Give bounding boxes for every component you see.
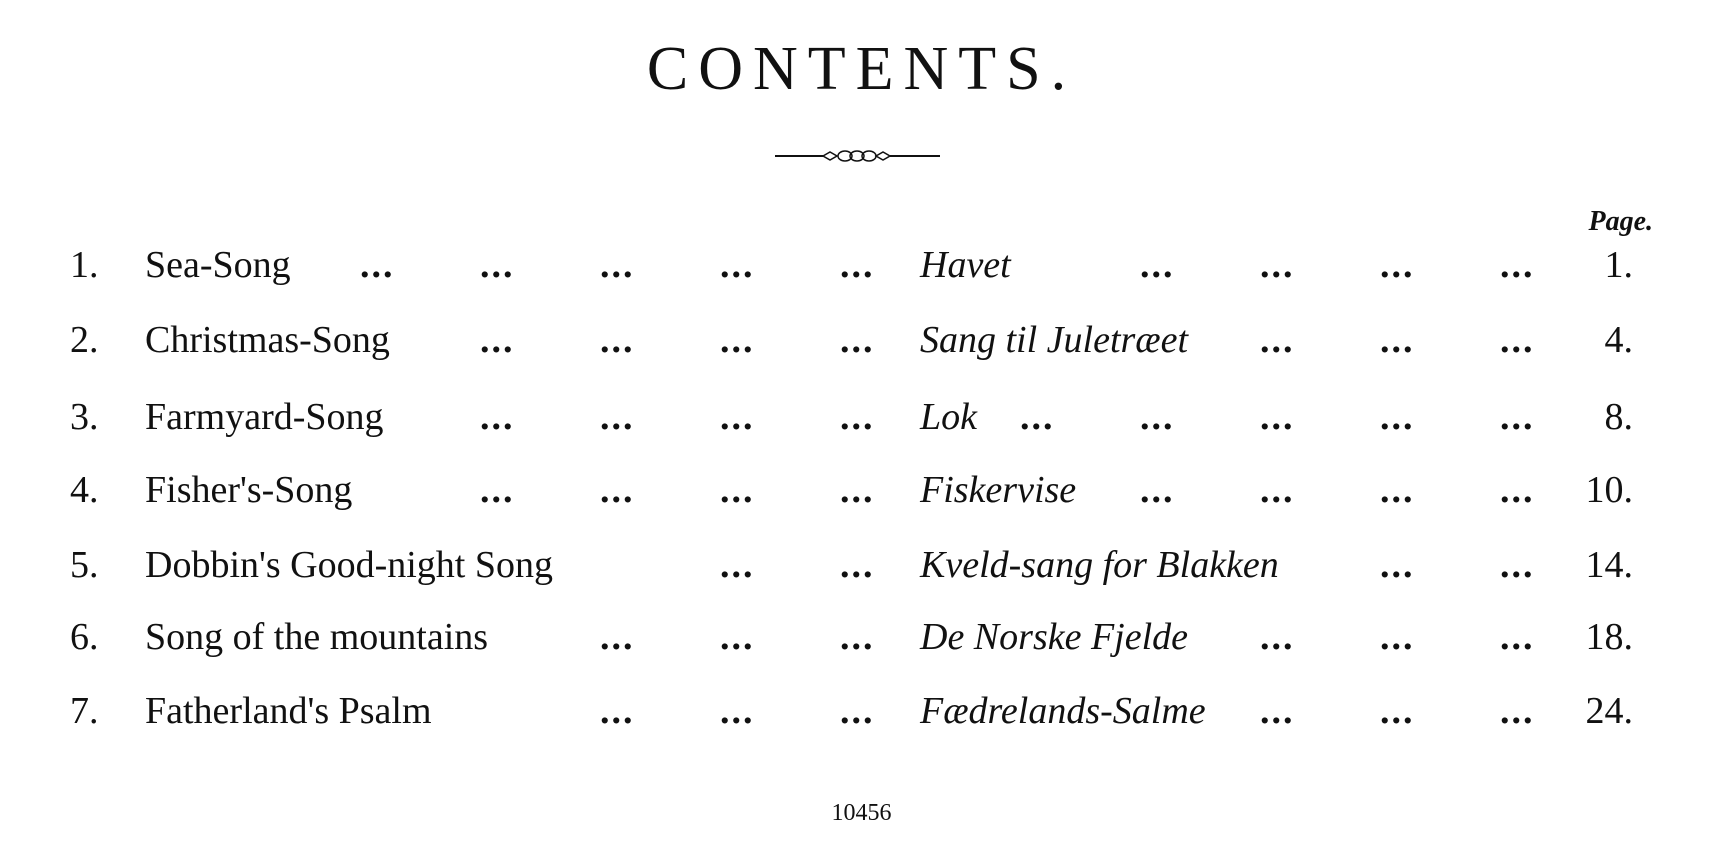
dot-leader: ... — [1380, 690, 1415, 732]
dot-leader: ... — [1260, 319, 1295, 361]
dot-leader: ... — [720, 544, 755, 586]
dot-leader: ... — [1140, 244, 1175, 286]
dot-leader: ... — [600, 244, 635, 286]
dot-leader: ... — [840, 244, 875, 286]
toc-entry — [0, 240, 1723, 290]
dot-leader: ... — [720, 244, 755, 286]
dot-leader: ... — [1380, 319, 1415, 361]
dot-leader: ... — [1500, 319, 1535, 361]
dot-leader: ... — [1260, 690, 1295, 732]
entry-number: 5. — [70, 544, 99, 586]
entry-norwegian-title: Lok — [920, 396, 977, 438]
dot-leader: ... — [1500, 396, 1535, 438]
dot-leader: ... — [1260, 616, 1295, 658]
dot-leader: ... — [840, 469, 875, 511]
dot-leader: ... — [1020, 396, 1055, 438]
entry-norwegian-title: De Norske Fjelde — [920, 616, 1189, 658]
entry-number: 1. — [70, 244, 99, 286]
entry-number: 3. — [70, 396, 99, 438]
entry-page-number: 14. — [1585, 544, 1633, 586]
page-column-header: Page. — [1588, 206, 1653, 237]
entry-number: 7. — [70, 690, 99, 732]
dot-leader: ... — [1260, 244, 1295, 286]
dot-leader: ... — [1140, 469, 1175, 511]
dot-leader: ... — [1500, 690, 1535, 732]
dot-leader: ... — [840, 396, 875, 438]
dot-leader: ... — [600, 396, 635, 438]
dot-leader: ... — [1260, 396, 1295, 438]
dot-leader: ... — [360, 244, 395, 286]
page-title: CONTENTS. — [646, 35, 1077, 103]
dot-leader: ... — [720, 690, 755, 732]
dot-leader: ... — [480, 396, 515, 438]
dot-leader: ... — [1500, 616, 1535, 658]
entry-page-number: 10. — [1585, 469, 1633, 511]
entry-english-title: Farmyard-Song — [145, 396, 384, 438]
entry-english-title: Christmas-Song — [145, 319, 390, 361]
entry-page-number: 1. — [1604, 244, 1633, 286]
dot-leader: ... — [720, 319, 755, 361]
toc-entry — [0, 540, 1723, 590]
ornament-divider-icon — [775, 146, 940, 166]
entry-page-number: 18. — [1585, 616, 1633, 658]
toc-entry — [0, 612, 1723, 662]
dot-leader: ... — [1380, 244, 1415, 286]
entry-english-title: Sea-Song — [145, 244, 291, 286]
entry-english-title: Fatherland's Psalm — [145, 690, 432, 732]
entry-page-number: 4. — [1604, 319, 1633, 361]
entry-number: 4. — [70, 469, 99, 511]
entry-norwegian-title: Fædrelands-Salme — [920, 690, 1206, 732]
entry-norwegian-title: Sang til Juletræet — [920, 319, 1189, 361]
entry-norwegian-title: Havet — [920, 244, 1011, 286]
dot-leader: ... — [1500, 244, 1535, 286]
dot-leader: ... — [600, 690, 635, 732]
dot-leader: ... — [600, 616, 635, 658]
dot-leader: ... — [1380, 469, 1415, 511]
toc-entry — [0, 465, 1723, 515]
dot-leader: ... — [600, 319, 635, 361]
dot-leader: ... — [480, 319, 515, 361]
entry-number: 6. — [70, 616, 99, 658]
dot-leader: ... — [1500, 469, 1535, 511]
dot-leader: ... — [720, 616, 755, 658]
dot-leader: ... — [840, 544, 875, 586]
dot-leader: ... — [840, 690, 875, 732]
entry-norwegian-title: Fiskervise — [920, 469, 1077, 511]
dot-leader: ... — [1380, 544, 1415, 586]
dot-leader: ... — [1380, 396, 1415, 438]
toc-entry — [0, 686, 1723, 736]
dot-leader: ... — [480, 469, 515, 511]
dot-leader: ... — [840, 319, 875, 361]
entry-number: 2. — [70, 319, 99, 361]
entry-english-title: Fisher's-Song — [145, 469, 353, 511]
dot-leader: ... — [480, 244, 515, 286]
dot-leader: ... — [720, 396, 755, 438]
dot-leader: ... — [720, 469, 755, 511]
dot-leader: ... — [600, 469, 635, 511]
entry-page-number: 8. — [1604, 396, 1633, 438]
entry-page-number: 24. — [1585, 690, 1633, 732]
dot-leader: ... — [1380, 616, 1415, 658]
dot-leader: ... — [1500, 544, 1535, 586]
footer-number: 10456 — [831, 800, 892, 826]
entry-english-title: Dobbin's Good-night Song — [145, 544, 553, 586]
dot-leader: ... — [1260, 469, 1295, 511]
dot-leader: ... — [840, 616, 875, 658]
entry-english-title: Song of the mountains — [145, 616, 489, 658]
entry-norwegian-title: Kveld-sang for Blakken — [920, 544, 1279, 586]
toc-entry — [0, 392, 1723, 442]
dot-leader: ... — [1140, 396, 1175, 438]
toc-entry — [0, 315, 1723, 365]
